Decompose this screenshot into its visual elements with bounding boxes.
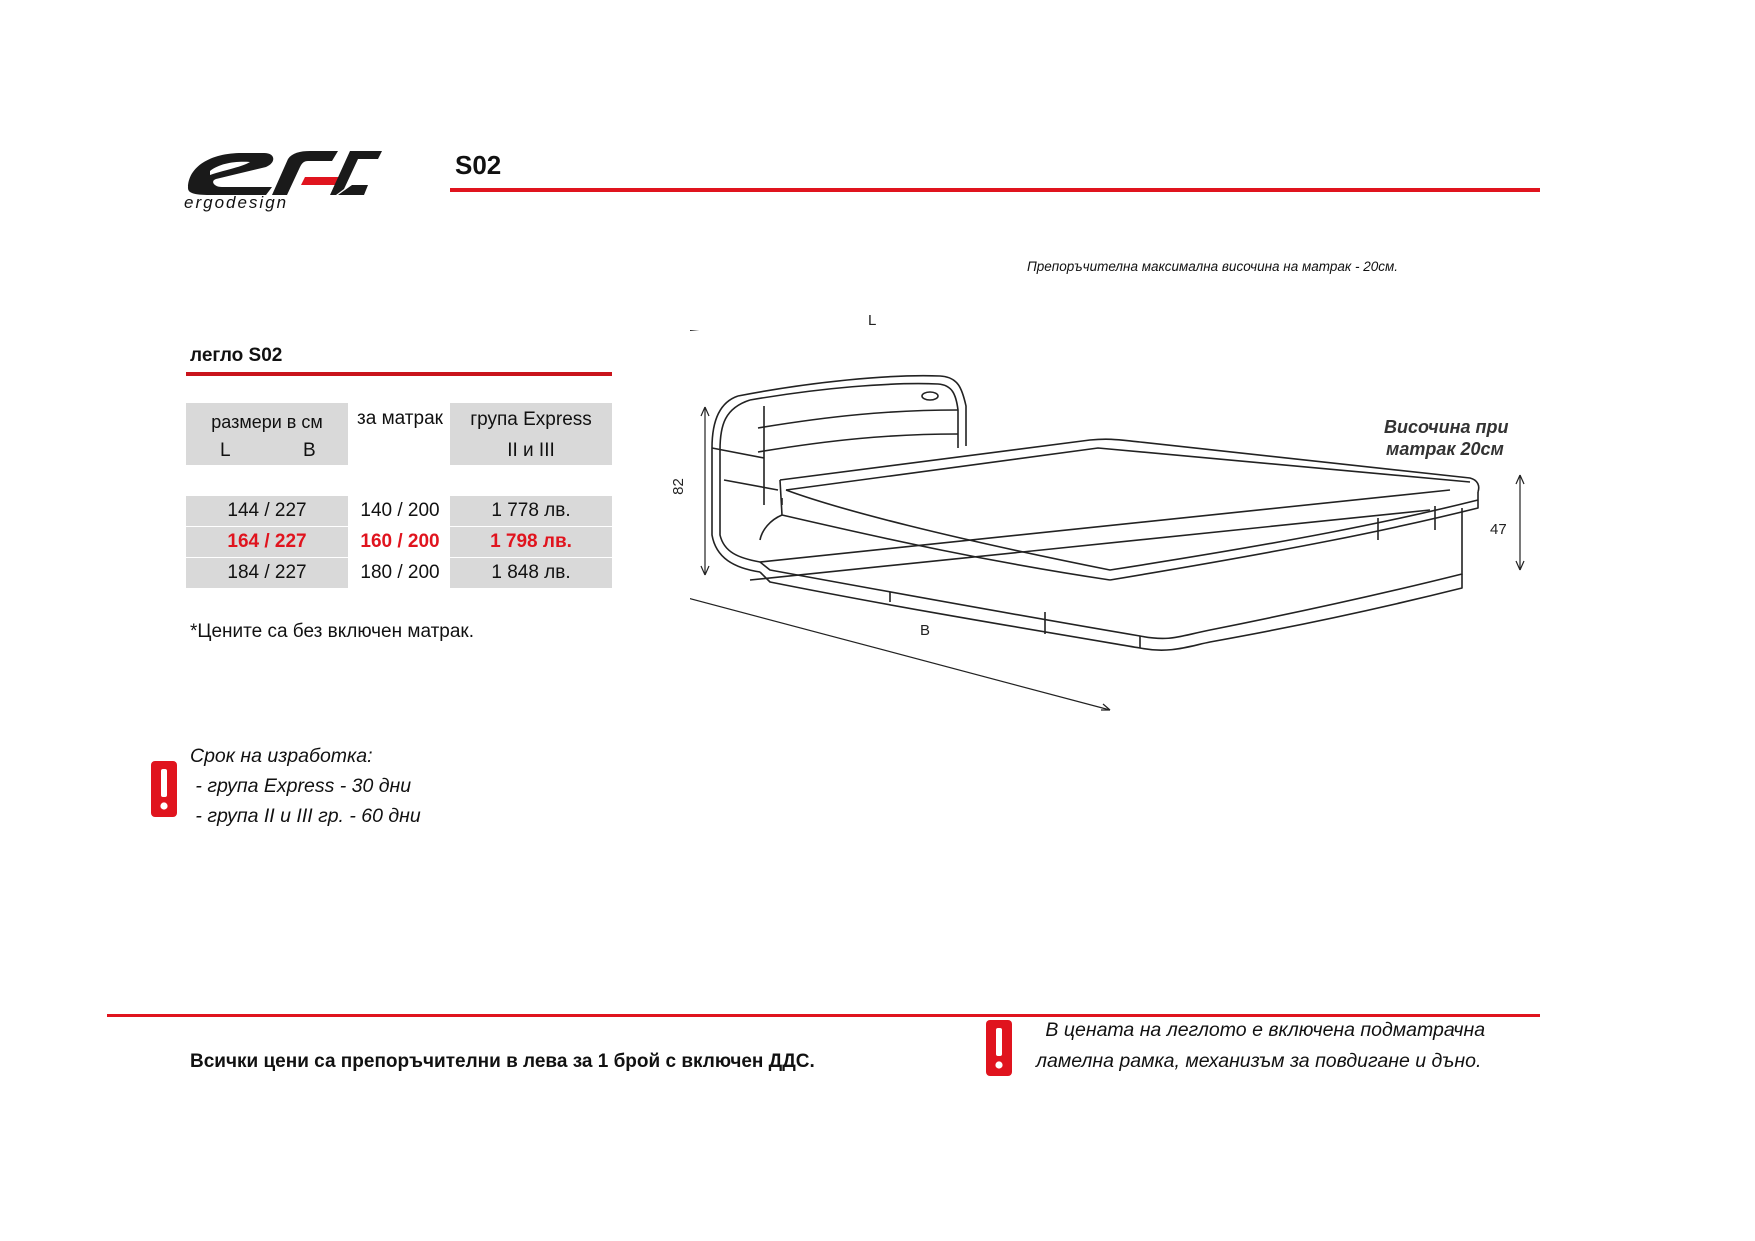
size-label: размери в см — [211, 412, 323, 432]
exclamation-icon — [150, 760, 178, 823]
dimension-l-label: L — [868, 312, 877, 329]
dimension-b-label: B — [920, 622, 931, 639]
dimension-h-label: 82 — [669, 478, 687, 495]
table-header-mattress: за матрак — [357, 408, 443, 429]
table-header-group — [450, 403, 612, 465]
production-title: Срок на изработка: — [190, 745, 373, 767]
footer-included-line-1: В цената на леглото е включена подматрачна — [1040, 1019, 1486, 1041]
table-header-size — [186, 403, 348, 465]
header-divider — [450, 188, 1540, 192]
production-line-1: - група Express - 30 дни — [190, 775, 412, 797]
product-name: легло S02 — [190, 345, 283, 366]
height-note-line-2: матрак 20см — [1386, 439, 1504, 459]
product-divider — [186, 372, 612, 376]
page-title: S02 — [455, 150, 502, 180]
mattress-height-note: Препоръчителна максимална височина на матрак - 20см. — [1027, 259, 1398, 274]
exclamation-icon — [985, 1019, 1013, 1082]
table-cell-mattress: 180 / 200 — [360, 562, 440, 583]
brand-logo — [180, 145, 390, 215]
height-note-line-1: Височина при — [1384, 417, 1509, 437]
footer-divider — [107, 1014, 1540, 1017]
table-cell-mattress: 140 / 200 — [360, 500, 440, 521]
table-cell-size: 164 / 227 — [186, 527, 348, 557]
production-line-2: - група II и III гр. - 60 дни — [190, 805, 421, 827]
footer-included-line-2: ламелна рамка, механизъм за повдигане и дъно. — [1036, 1050, 1482, 1072]
dimension-mattress-label: 47 — [1490, 521, 1507, 538]
table-cell-price: 1 778 лв. — [450, 496, 612, 526]
table-cell-size: 184 / 227 — [186, 558, 348, 588]
footer-price-note: Всички цени са препоръчителни в лева за 1 брой с включен ДДС. — [190, 1051, 815, 1072]
size-l-label: L — [220, 440, 231, 461]
group-label-1: група Express — [470, 409, 592, 430]
table-cell-size: 144 / 227 — [186, 496, 348, 526]
logo-wordmark: ergodesign — [184, 193, 289, 212]
group-label-2: II и III — [507, 440, 555, 461]
bed-drawing — [669, 312, 1550, 720]
table-cell-price: 1 848 лв. — [450, 558, 612, 588]
size-b-label: B — [303, 440, 316, 461]
price-disclaimer: *Цените са без включен матрак. — [190, 621, 475, 642]
table-cell-mattress: 160 / 200 — [360, 531, 440, 552]
table-cell-price: 1 798 лв. — [450, 527, 612, 557]
